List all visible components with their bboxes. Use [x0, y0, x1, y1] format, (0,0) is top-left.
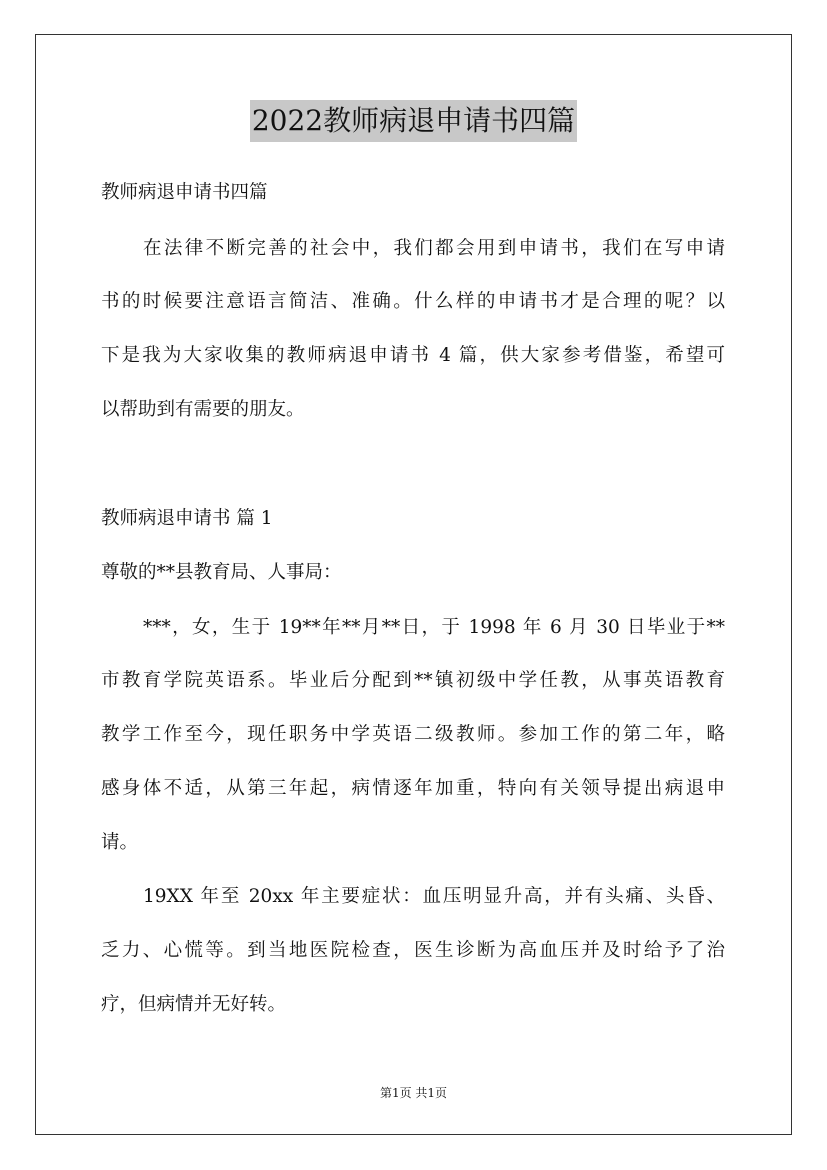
- intro-line-2: 书的时候要注意语言简洁、准确。什么样的申请书才是合理的呢？以: [101, 291, 725, 312]
- body-line-5: 请。: [101, 832, 139, 853]
- title-container: [0, 100, 827, 142]
- symptom-line-2: 乏力、心慌等。到当地医院检查，医生诊断为高血压并及时给予了治: [101, 940, 725, 961]
- section-heading: 教师病退申请书 篇 1: [101, 508, 273, 529]
- intro-line-1: 在法律不断完善的社会中，我们都会用到申请书，我们在写申请: [143, 238, 725, 259]
- page-footer: 第1页 共1页: [379, 1086, 448, 1100]
- body-line-1: ***，女，生于 19**年**月**日，于 1998 年 6 月 30 日毕业于**: [143, 617, 725, 638]
- symptom-line-1: 19XX 年至 20xx 年主要症状：血压明显升高，并有头痛、头昏、: [143, 886, 725, 907]
- body-line-3: 教学工作至今，现任职务中学英语二级教师。参加工作的第二年，略: [101, 724, 725, 745]
- intro-line-4: 以帮助到有需要的朋友。: [101, 399, 305, 420]
- subtitle-line: 教师病退申请书四篇: [101, 182, 268, 203]
- document-title: 2022教师病退申请书四篇: [250, 100, 577, 142]
- intro-line-3: 下是我为大家收集的教师病退申请书 4 篇，供大家参考借鉴，希望可: [101, 345, 725, 366]
- body-line-4: 感身体不适，从第三年起，病情逐年加重，特向有关领导提出病退申: [101, 778, 725, 799]
- salutation-line: 尊敬的**县教育局、人事局：: [101, 562, 342, 583]
- body-line-2: 市教育学院英语系。毕业后分配到**镇初级中学任教，从事英语教育: [101, 670, 725, 691]
- symptom-line-3: 疗，但病情并无好转。: [101, 994, 287, 1015]
